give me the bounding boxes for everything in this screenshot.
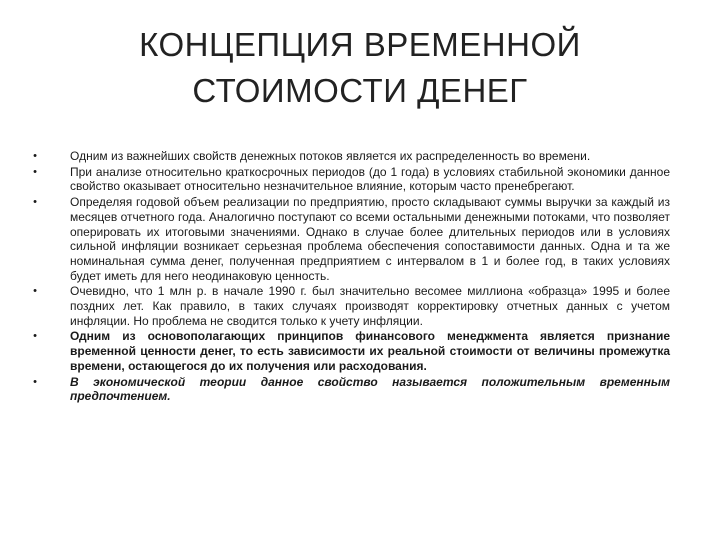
bullet-icon: • [33,165,37,178]
bullet-item-4 [30,284,670,328]
bullet-text-1: Одним из важнейших свойств денежных потоков является их распределенность во времени. [70,149,591,163]
bullet-text-6: В экономической теории данное свойство называется положительным временным предпочтением. [70,374,670,404]
bullet-list [30,149,670,405]
bullet-item-5 [30,329,670,373]
bullet-icon: • [33,196,37,209]
bullet-text-2: При анализе относительно краткосрочных периодов (до 1 года) в условиях стабильной экономики данное свойство оказывает относительно незначительное влияние, которым часто пренебрегают. [70,164,670,194]
title-line-1: КОНЦЕПЦИЯ ВРЕМЕННОЙ [139,26,581,63]
slide-title [60,22,660,114]
bullet-item-6 [30,375,670,404]
bullet-text-5: Одним из основополагающих принципов финансового менеджмента является признание временной ценности денег, то есть зависимости их реальной стоимости от величины промежутка времени, остающегося до их получения или расходования. [70,329,670,373]
bullet-icon: • [33,375,37,388]
bullet-icon: • [33,285,37,298]
bullet-icon: • [33,330,37,343]
bullet-icon: • [33,150,37,162]
bullet-item-2 [30,165,670,194]
bullet-item-1 [30,149,670,164]
title-line-2: СТОИМОСТИ ДЕНЕГ [192,72,528,109]
bullet-item-3 [30,195,670,283]
bullet-text-4: Очевидно, что 1 млн р. в начале 1990 г. был значительно весомее миллиона «образца» 1995 и более поздних лет. Как правило, в таких случаях производят корректировку отчетных данных с учетом инфляции. Но проблема не сводится только к учету инфляции. [70,284,670,328]
bullet-text-3: Определяя годовой объем реализации по предприятию, просто складывают суммы выручки за каждый из месяцев отчетного года. Аналогично поступают со всеми остальными денежными потоками, что позволяет оперировать их итоговыми значениями. Однако в случае более длительных периодов или в условиях сильной инфляции возникает серьезная проблема обеспечения сопоставимости данных. Одна и та же номинальная сумма денег, полученная предприятием с интервалом в 1 и более год, в таких условиях будет иметь для него неодинаковую ценность. [70,195,670,283]
